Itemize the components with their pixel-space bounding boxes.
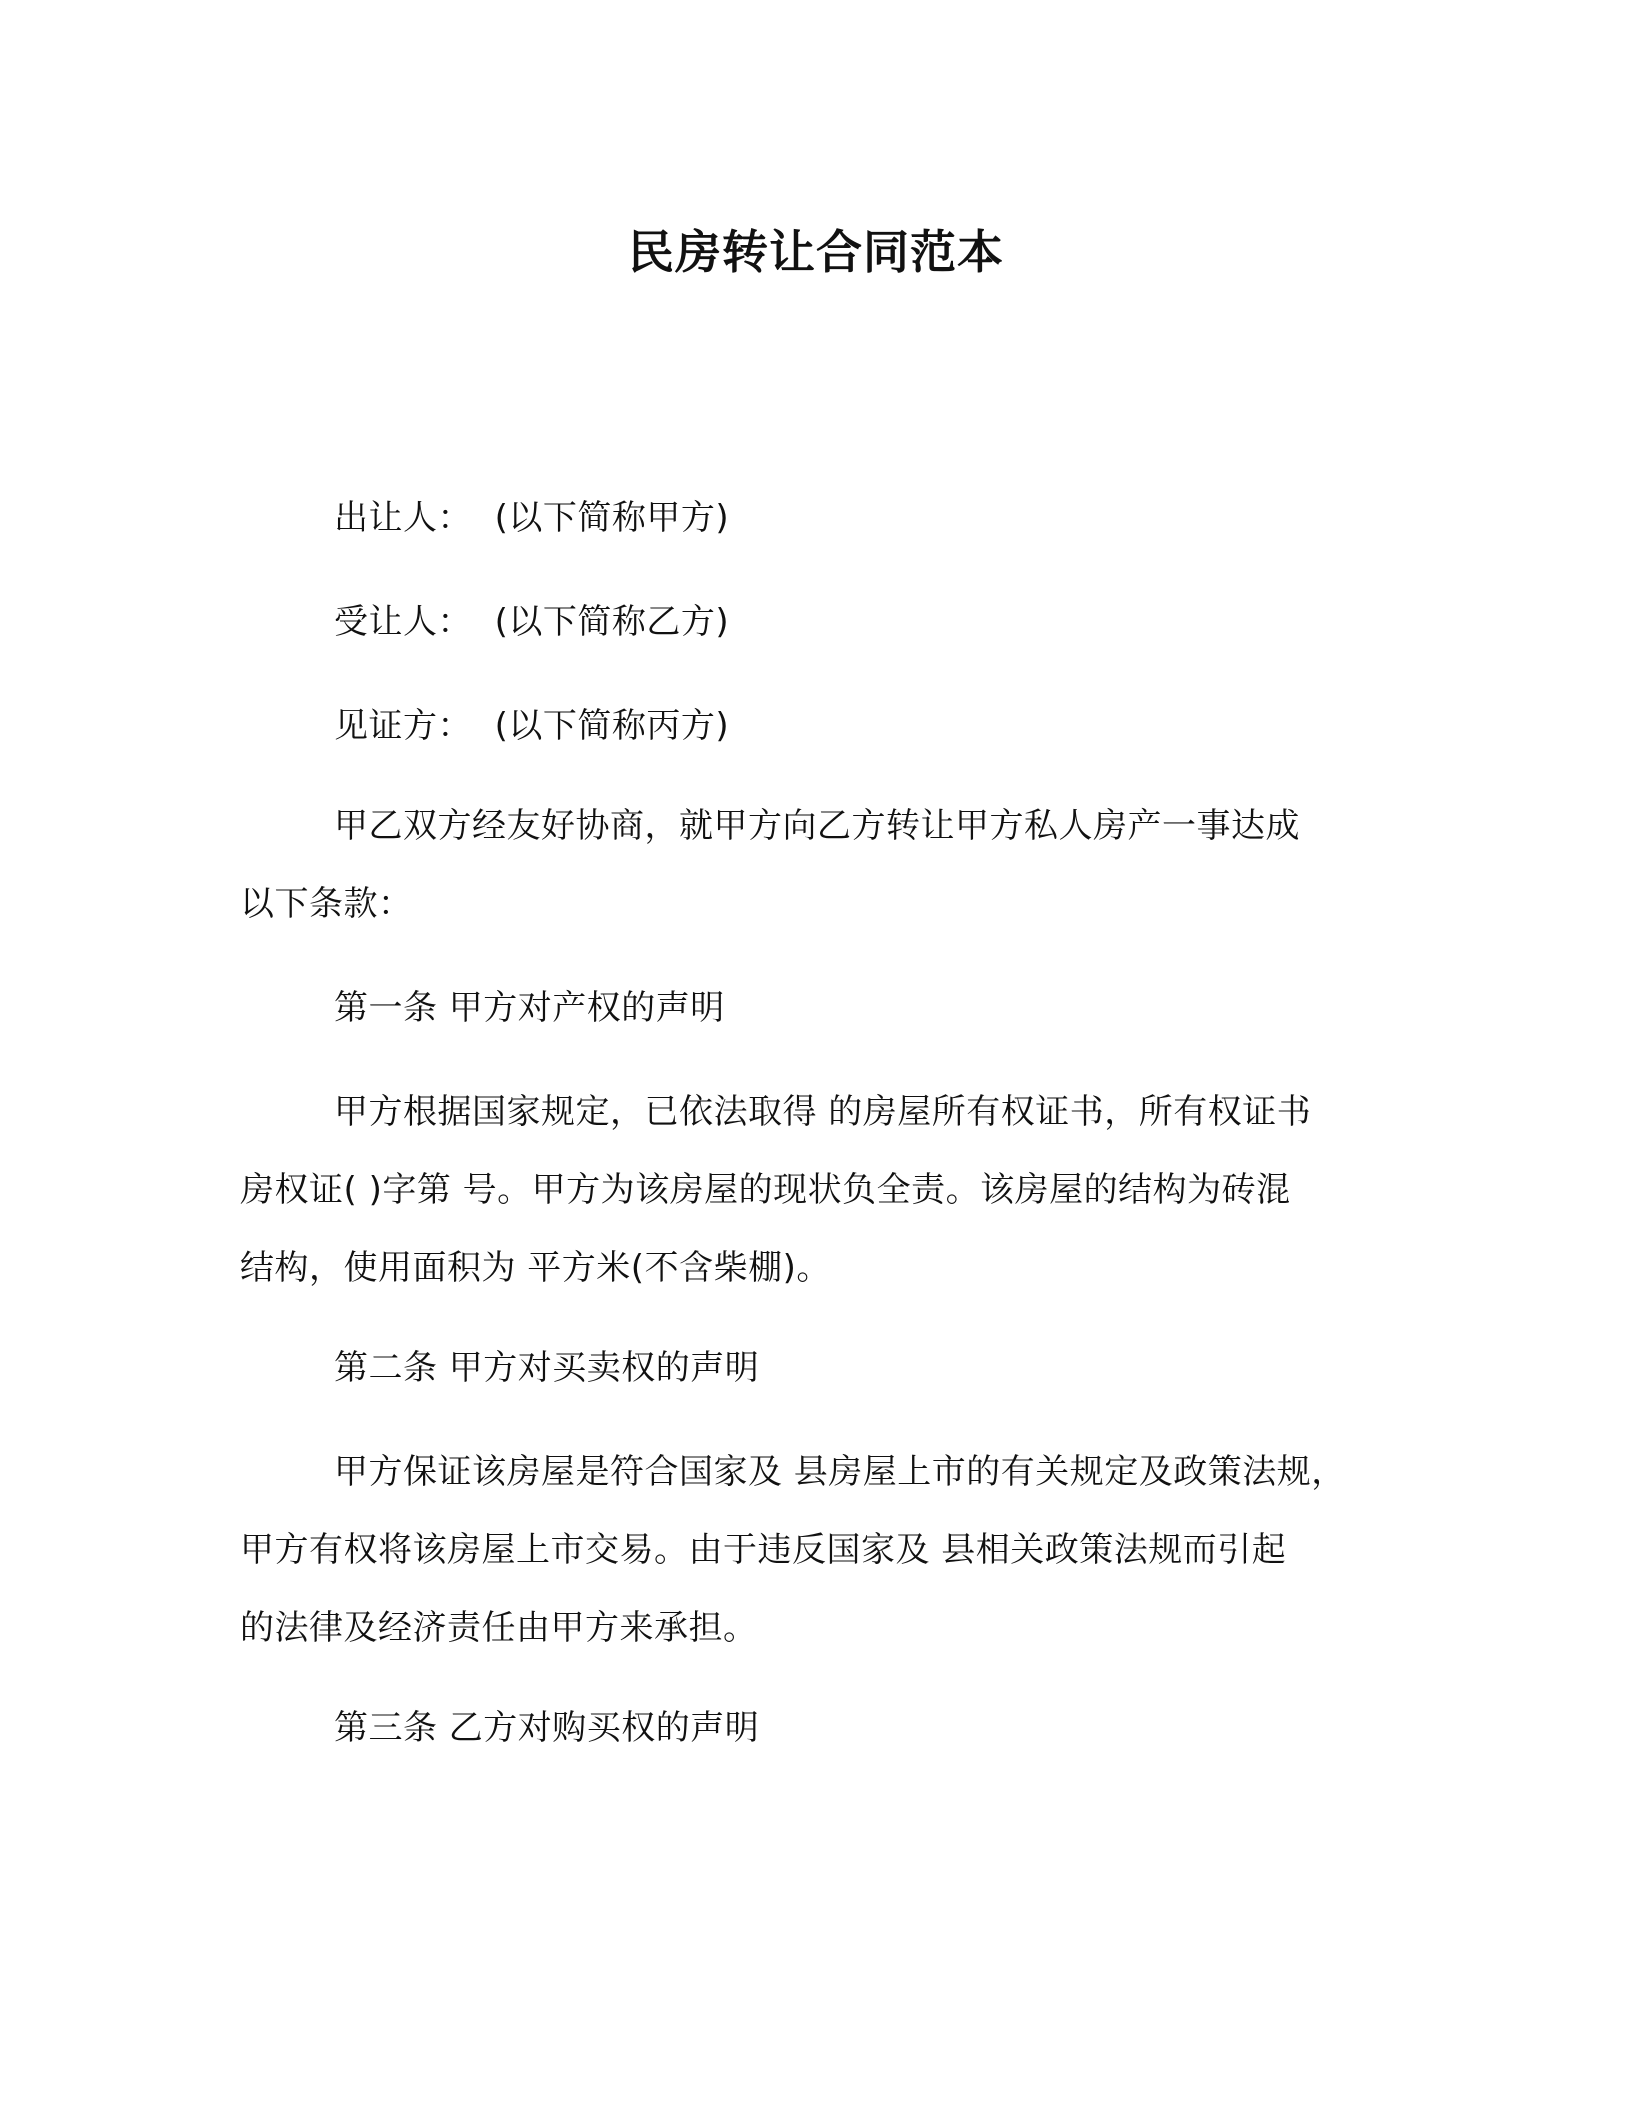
article-2-heading: 第二条 甲方对买卖权的声明 — [334, 1348, 760, 1388]
article-1-line-1: 甲方根据国家规定，已依法取得 的房屋所有权证书，所有权证书 — [334, 1092, 1312, 1132]
article-2-line-1: 甲方保证该房屋是符合国家及 县房屋上市的有关规定及政策法规， — [334, 1452, 1346, 1492]
article-1-line-3: 结构，使用面积为 平方米(不含柴棚)。 — [240, 1248, 831, 1288]
article-2-line-3: 的法律及经济责任由甲方来承担。 — [240, 1608, 758, 1648]
article-3-heading: 第三条 乙方对购买权的声明 — [334, 1708, 760, 1748]
article-1-line-2: 房权证( )字第 号。甲方为该房屋的现状负全责。该房屋的结构为砖混 — [240, 1170, 1291, 1210]
article-2-line-2: 甲方有权将该房屋上市交易。由于违反国家及 县相关政策法规而引起 — [240, 1530, 1287, 1570]
buyer-line: 受让人： (以下简称乙方) — [334, 602, 730, 642]
intro-paragraph-line-2: 以下条款： — [240, 884, 413, 924]
intro-paragraph-line-1: 甲乙双方经友好协商，就甲方向乙方转让甲方私人房产一事达成 — [334, 806, 1300, 846]
article-1-heading: 第一条 甲方对产权的声明 — [334, 988, 725, 1028]
seller-line: 出让人： (以下简称甲方) — [334, 498, 730, 538]
document-title: 民房转让合同范本 — [628, 225, 1004, 279]
witness-line: 见证方： (以下简称丙方) — [334, 706, 730, 746]
